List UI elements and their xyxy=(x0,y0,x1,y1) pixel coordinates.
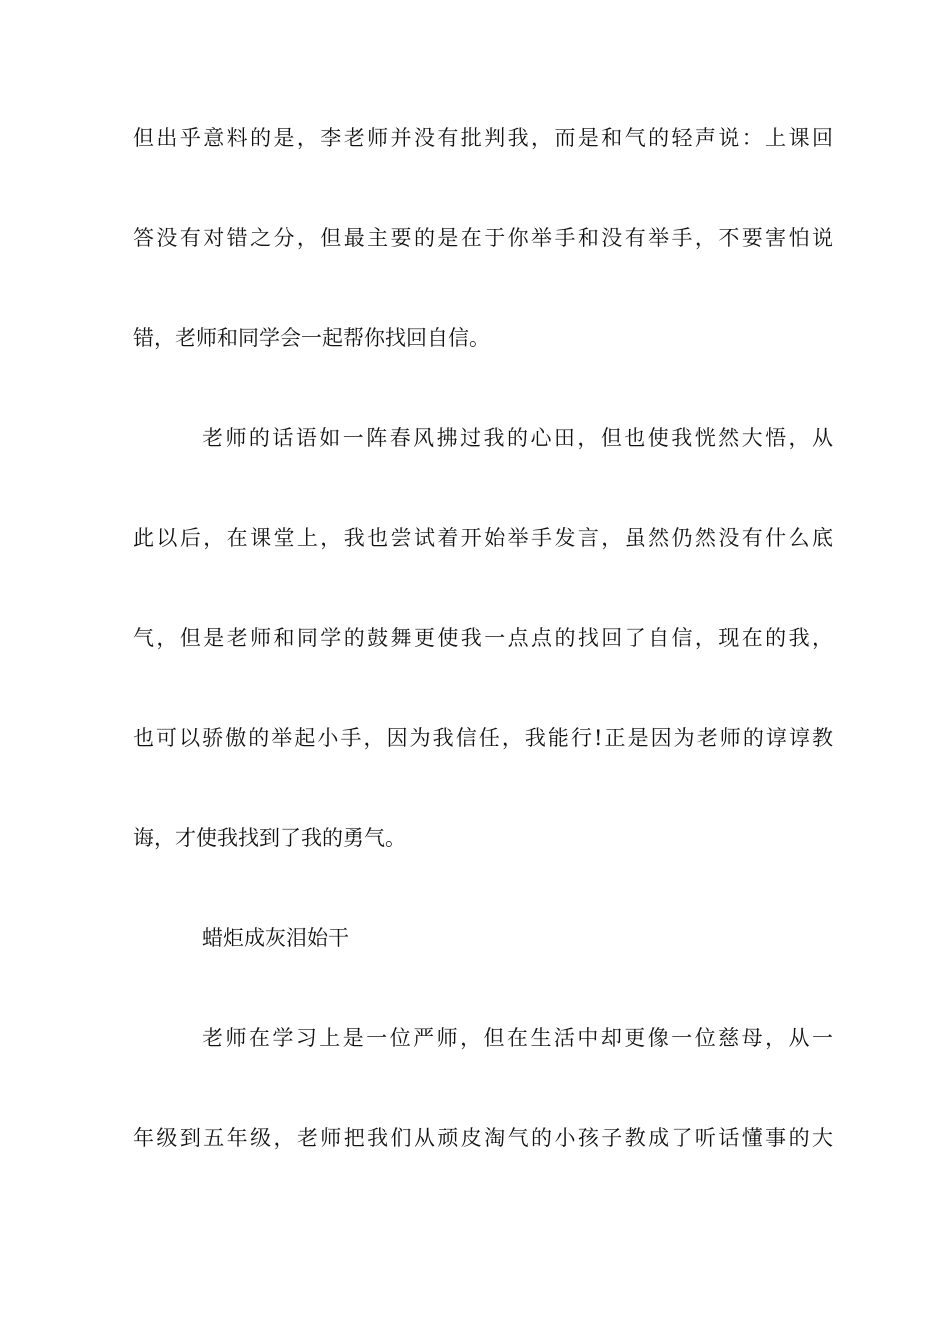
paragraph-3-line-1: 老师在学习上是一位严师，但在生活中却更像一位慈母，从一 xyxy=(202,1026,833,1050)
paragraph-1-line-2: 答没有对错之分，但最主要的是在于你举手和没有举手，不要害怕说 xyxy=(133,226,833,250)
section-heading: 蜡炬成灰泪始干 xyxy=(202,926,349,950)
paragraph-2-line-3: 气，但是老师和同学的鼓舞更使我一点点的找回了自信，现在的我， xyxy=(133,626,833,650)
paragraph-3-line-2: 年级到五年级，老师把我们从顽皮淘气的小孩子教成了听话懂事的大 xyxy=(133,1126,833,1150)
paragraph-2-line-1: 老师的话语如一阵春风拂过我的心田，但也使我恍然大悟，从 xyxy=(202,426,833,450)
paragraph-2-line-5: 诲，才使我找到了我的勇气。 xyxy=(133,826,406,850)
paragraph-1-line-3: 错，老师和同学会一起帮你找回自信。 xyxy=(133,326,490,350)
paragraph-2-line-2: 此以后，在课堂上，我也尝试着开始举手发言，虽然仍然没有什么底 xyxy=(133,526,833,550)
paragraph-2-line-4: 也可以骄傲的举起小手，因为我信任，我能行!正是因为老师的谆谆教 xyxy=(133,726,833,750)
paragraph-1-line-1: 但出乎意料的是，李老师并没有批判我，而是和气的轻声说：上课回 xyxy=(133,126,833,150)
